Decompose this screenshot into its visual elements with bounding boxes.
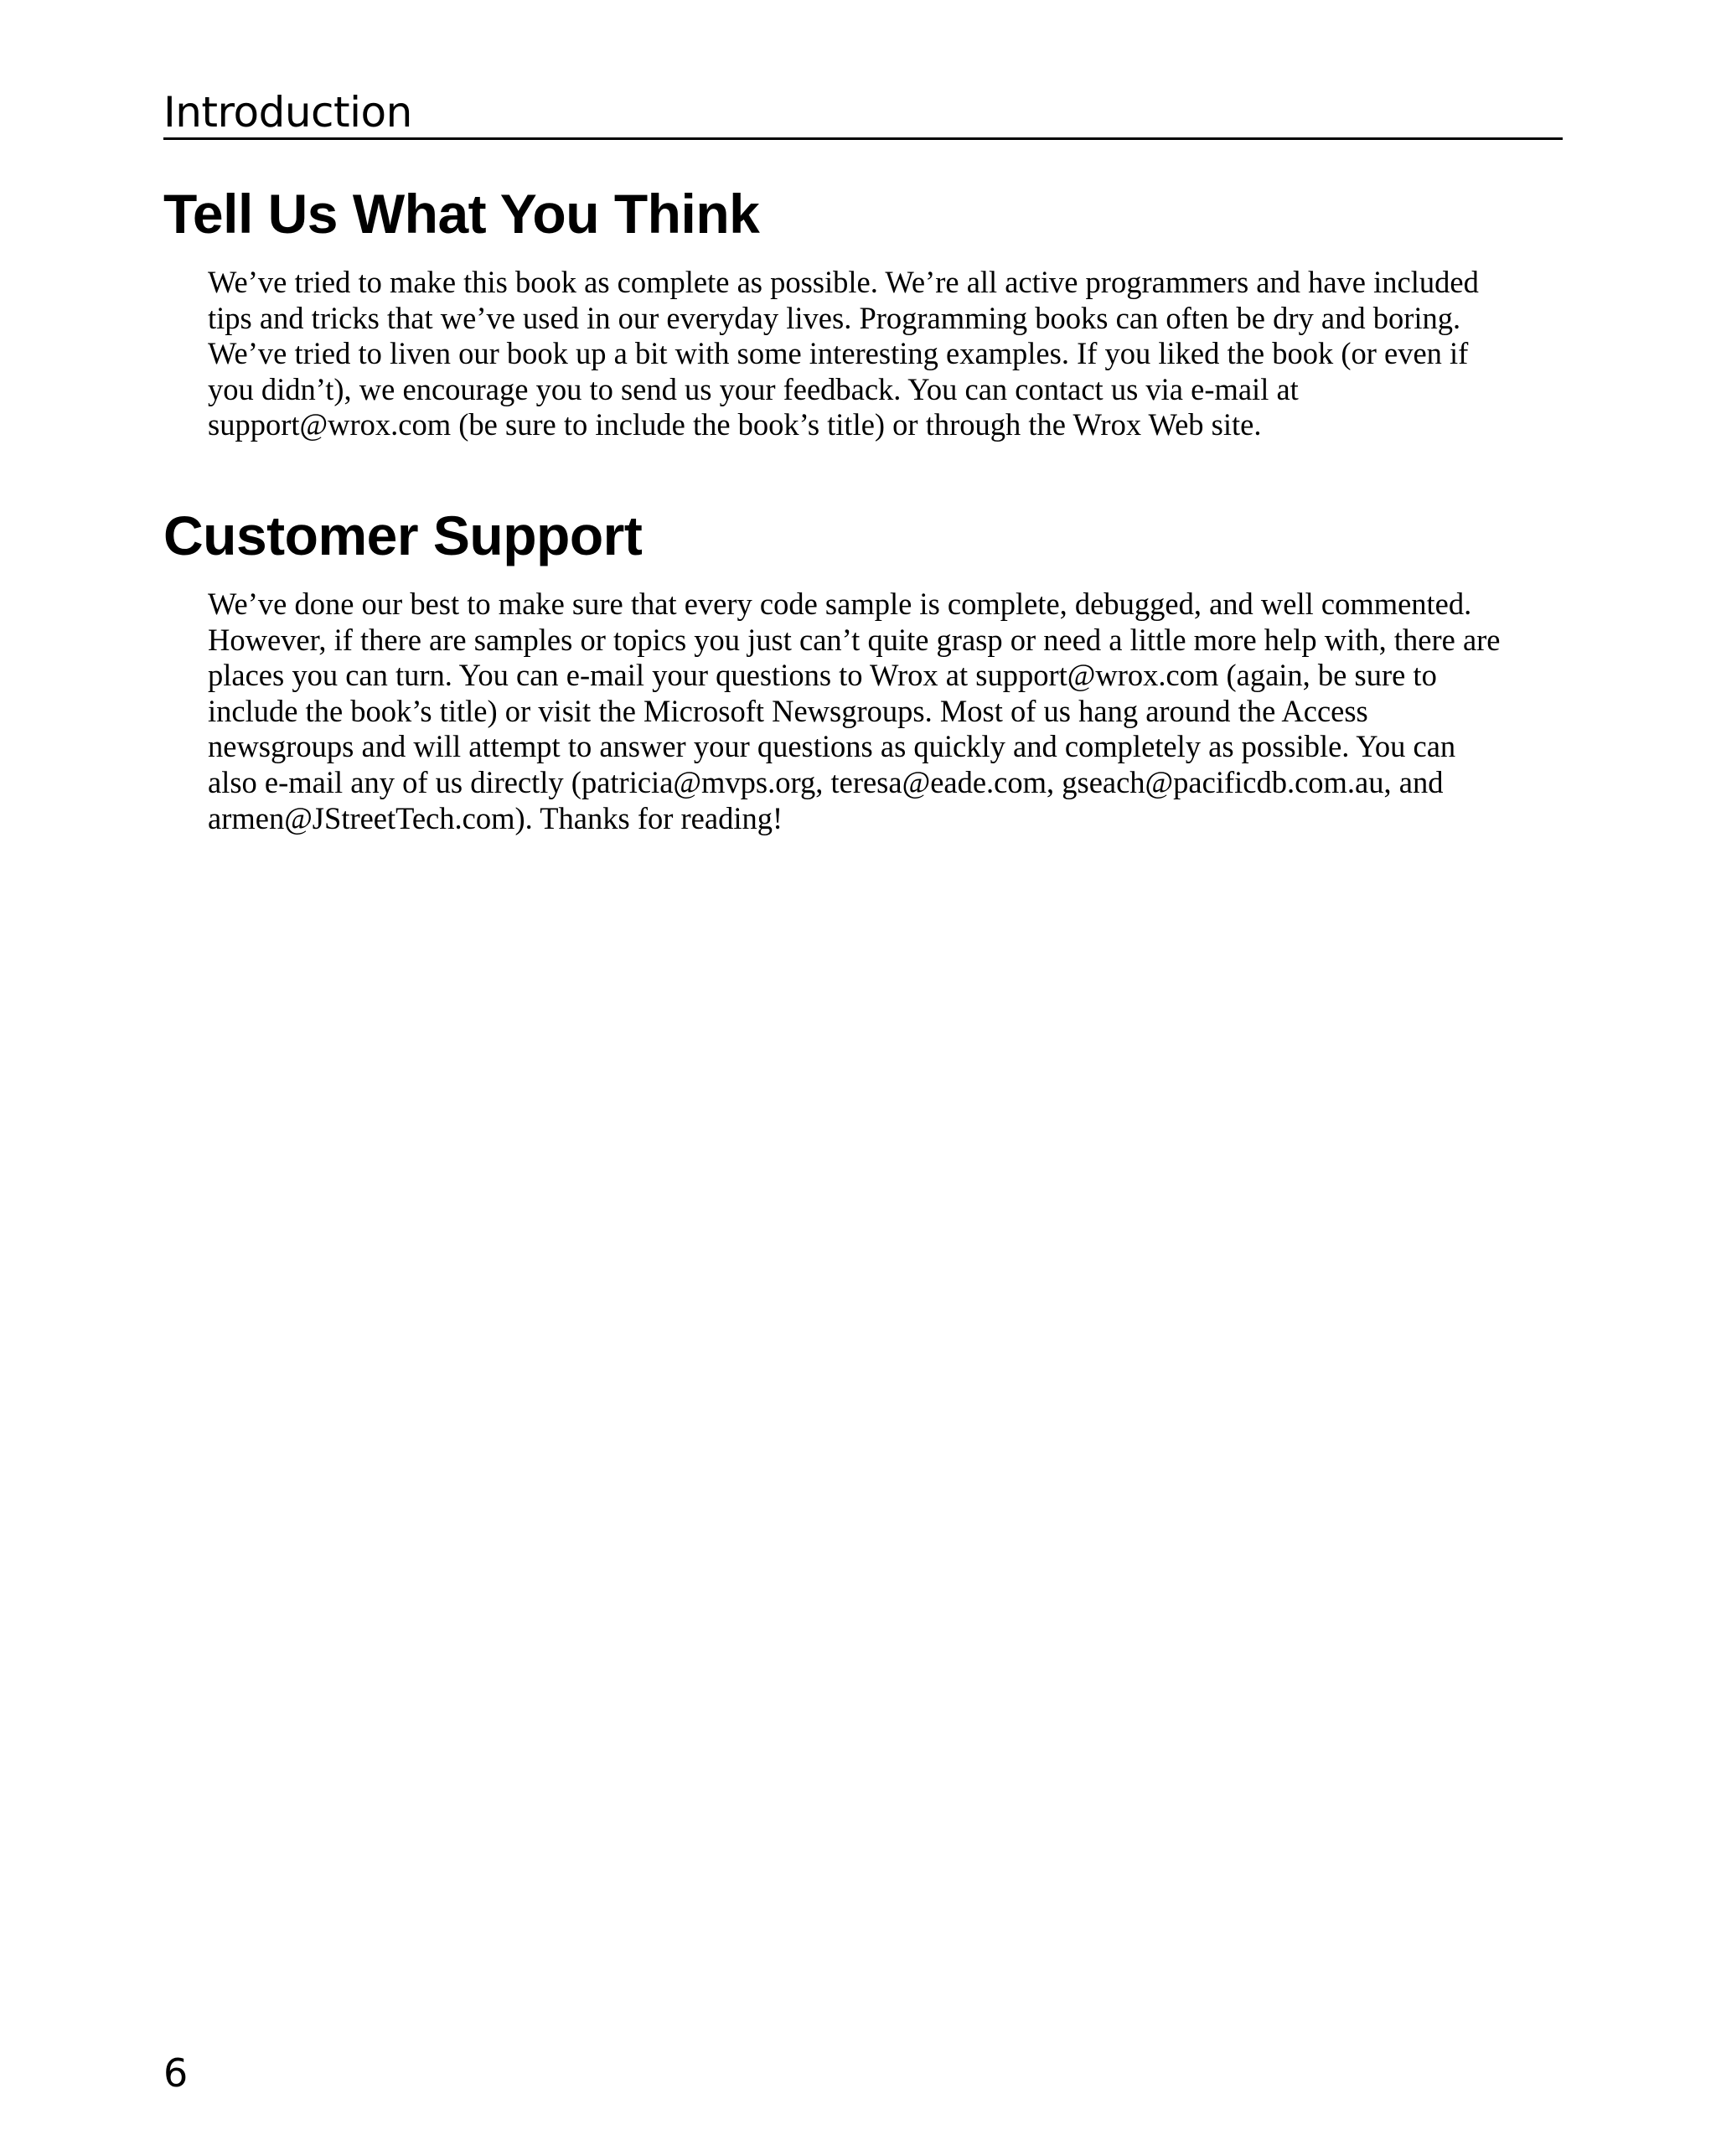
body-line: However, if there are samples or topics you just can’t quite grasp or need a little more help with, there are xyxy=(208,622,1501,657)
body-line: support@wrox.com (be sure to include the book’s title) or through the Wrox Web site. xyxy=(208,407,1262,442)
body-line: We’ve tried to liven our book up a bit with some interesting examples. If you liked the book (or even if xyxy=(208,336,1469,371)
body-line: newsgroups and will attempt to answer your questions as quickly and completely as possible. You can xyxy=(208,729,1456,764)
running-header xyxy=(163,88,1563,140)
body-line: places you can turn. You can e-mail your questions to Wrox at support@wrox.com (again, be sure to xyxy=(208,658,1437,693)
section-body-customer-support xyxy=(208,587,1569,836)
body-line: also e-mail any of us directly (patricia@mvps.org, teresa@eade.com, gseach@pacificdb.com.au, and xyxy=(208,764,1444,799)
running-header-title: Introduction xyxy=(163,88,412,137)
body-line: We’ve done our best to make sure that every code sample is complete, debugged, and well commented. xyxy=(208,587,1472,621)
section-body-tell-us-what-you-think xyxy=(208,265,1569,443)
body-line: include the book’s title) or visit the Microsoft Newsgroups. Most of us hang around the Access xyxy=(208,693,1368,728)
body-line: tips and tricks that we’ve used in our everyday lives. Programming books can often be dry and boring. xyxy=(208,300,1461,335)
section-heading-tell-us-what-you-think: Tell Us What You Think xyxy=(163,183,760,245)
body-line: We’ve tried to make this book as complete as possible. We’re all active programmers and have included xyxy=(208,265,1479,299)
body-line: you didn’t), we encourage you to send us your feedback. You can contact us via e-mail at xyxy=(208,371,1299,406)
section-heading-customer-support: Customer Support xyxy=(163,504,643,566)
body-line: armen@JStreetTech.com). Thanks for reading! xyxy=(208,800,783,835)
page-number: 6 xyxy=(163,2050,189,2096)
